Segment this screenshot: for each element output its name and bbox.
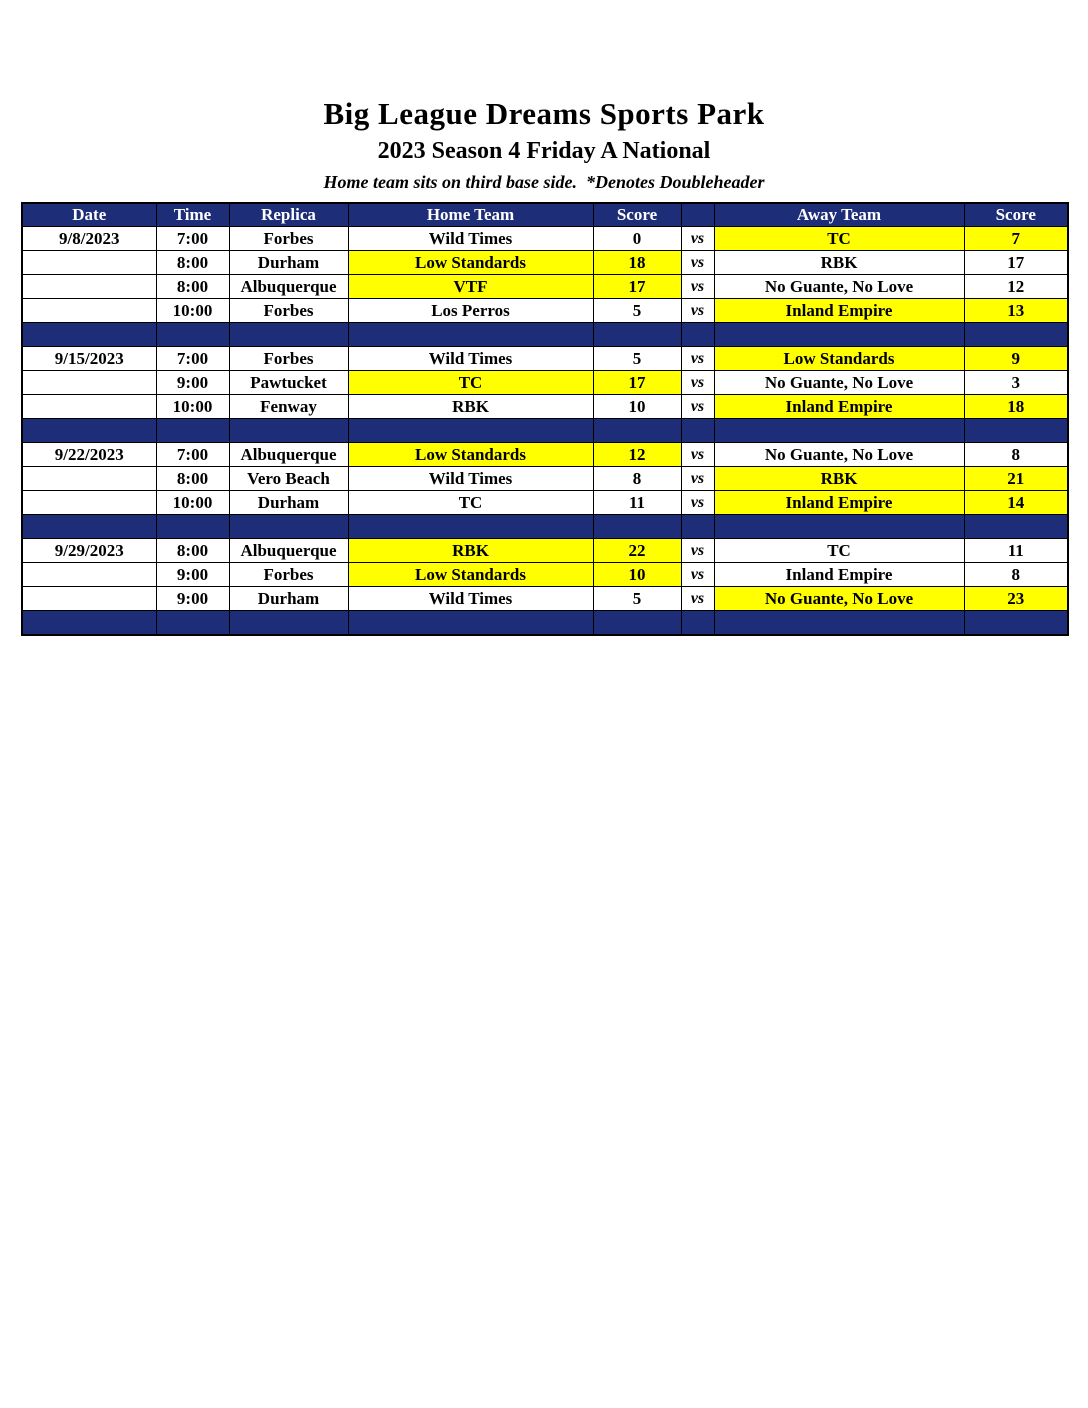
home-score-cell: 10 — [593, 563, 681, 587]
home-team-cell: Los Perros — [348, 299, 593, 323]
away-team-cell: TC — [714, 539, 964, 563]
date-cell: 9/8/2023 — [22, 227, 156, 251]
home-score-cell: 0 — [593, 227, 681, 251]
date-cell: 9/22/2023 — [22, 443, 156, 467]
separator-cell — [964, 611, 1068, 635]
vs-cell: vs — [681, 251, 714, 275]
vs-cell: vs — [681, 275, 714, 299]
time-cell: 10:00 — [156, 491, 229, 515]
home-team-cell: Low Standards — [348, 251, 593, 275]
time-cell: 10:00 — [156, 395, 229, 419]
separator-cell — [681, 323, 714, 347]
home-score-cell: 5 — [593, 587, 681, 611]
separator-cell — [964, 515, 1068, 539]
date-cell — [22, 251, 156, 275]
separator-row — [22, 515, 1068, 539]
replica-cell: Forbes — [229, 563, 348, 587]
separator-cell — [22, 611, 156, 635]
home-score-cell: 11 — [593, 491, 681, 515]
away-score-cell: 23 — [964, 587, 1068, 611]
separator-cell — [593, 419, 681, 443]
separator-cell — [22, 323, 156, 347]
separator-cell — [229, 419, 348, 443]
away-team-cell: No Guante, No Love — [714, 275, 964, 299]
header-away-team: Away Team — [714, 203, 964, 227]
date-cell: 9/29/2023 — [22, 539, 156, 563]
replica-cell: Albuquerque — [229, 539, 348, 563]
separator-cell — [229, 323, 348, 347]
separator-cell — [156, 323, 229, 347]
schedule-table — [21, 202, 1069, 636]
away-score-cell: 8 — [964, 563, 1068, 587]
replica-cell: Albuquerque — [229, 443, 348, 467]
away-score-cell: 8 — [964, 443, 1068, 467]
header-home-team: Home Team — [348, 203, 593, 227]
away-team-cell: RBK — [714, 251, 964, 275]
page-title: Big League Dreams Sports Park — [323, 96, 765, 131]
home-score-cell: 12 — [593, 443, 681, 467]
date-cell: 9/15/2023 — [22, 347, 156, 371]
date-cell — [22, 299, 156, 323]
separator-cell — [348, 515, 593, 539]
replica-cell: Forbes — [229, 227, 348, 251]
separator-row — [22, 323, 1068, 347]
date-cell — [22, 371, 156, 395]
separator-cell — [714, 323, 964, 347]
game-row — [22, 491, 1068, 515]
time-cell: 8:00 — [156, 275, 229, 299]
header-time: Time — [156, 203, 229, 227]
away-score-cell: 9 — [964, 347, 1068, 371]
home-score-cell: 17 — [593, 371, 681, 395]
home-team-cell: TC — [348, 371, 593, 395]
game-row — [22, 275, 1068, 299]
vs-cell: vs — [681, 347, 714, 371]
home-team-cell: Wild Times — [348, 347, 593, 371]
separator-cell — [22, 419, 156, 443]
away-team-cell: Inland Empire — [714, 563, 964, 587]
home-team-cell: Low Standards — [348, 563, 593, 587]
date-cell — [22, 563, 156, 587]
date-cell — [22, 467, 156, 491]
separator-cell — [681, 419, 714, 443]
separator-cell — [348, 611, 593, 635]
away-team-cell: No Guante, No Love — [714, 443, 964, 467]
time-cell: 8:00 — [156, 251, 229, 275]
separator-cell — [593, 323, 681, 347]
vs-cell: vs — [681, 395, 714, 419]
home-score-cell: 5 — [593, 347, 681, 371]
replica-cell: Forbes — [229, 347, 348, 371]
away-score-cell: 13 — [964, 299, 1068, 323]
separator-cell — [681, 611, 714, 635]
vs-cell: vs — [681, 467, 714, 491]
home-team-cell: Wild Times — [348, 467, 593, 491]
separator-cell — [593, 611, 681, 635]
page-subtitle: 2023 Season 4 Friday A National — [377, 137, 711, 164]
time-cell: 7:00 — [156, 227, 229, 251]
game-row — [22, 371, 1068, 395]
away-score-cell: 12 — [964, 275, 1068, 299]
replica-cell: Forbes — [229, 299, 348, 323]
game-row — [22, 395, 1068, 419]
vs-cell: vs — [681, 443, 714, 467]
separator-cell — [714, 419, 964, 443]
time-cell: 9:00 — [156, 587, 229, 611]
vs-cell: vs — [681, 299, 714, 323]
away-score-cell: 11 — [964, 539, 1068, 563]
separator-cell — [714, 515, 964, 539]
separator-cell — [229, 611, 348, 635]
away-team-cell: Inland Empire — [714, 491, 964, 515]
replica-cell: Pawtucket — [229, 371, 348, 395]
separator-cell — [156, 515, 229, 539]
home-score-cell: 22 — [593, 539, 681, 563]
replica-cell: Albuquerque — [229, 275, 348, 299]
vs-cell: vs — [681, 227, 714, 251]
replica-cell: Durham — [229, 587, 348, 611]
separator-cell — [156, 419, 229, 443]
away-score-cell: 17 — [964, 251, 1068, 275]
separator-cell — [229, 515, 348, 539]
home-team-cell: Low Standards — [348, 443, 593, 467]
away-team-cell: No Guante, No Love — [714, 587, 964, 611]
time-cell: 8:00 — [156, 539, 229, 563]
header-home-score: Score — [593, 203, 681, 227]
separator-cell — [593, 515, 681, 539]
home-team-cell: VTF — [348, 275, 593, 299]
replica-cell: Durham — [229, 491, 348, 515]
away-score-cell: 18 — [964, 395, 1068, 419]
game-row — [22, 587, 1068, 611]
vs-cell: vs — [681, 371, 714, 395]
home-score-cell: 8 — [593, 467, 681, 491]
home-team-cell: RBK — [348, 539, 593, 563]
separator-cell — [681, 515, 714, 539]
separator-cell — [714, 611, 964, 635]
time-cell: 8:00 — [156, 467, 229, 491]
game-row — [22, 467, 1068, 491]
vs-cell: vs — [681, 563, 714, 587]
away-team-cell: TC — [714, 227, 964, 251]
time-cell: 9:00 — [156, 371, 229, 395]
time-cell: 9:00 — [156, 563, 229, 587]
game-row — [22, 563, 1068, 587]
game-row — [22, 251, 1068, 275]
header-vs-spacer — [681, 203, 714, 227]
game-row — [22, 227, 1068, 251]
separator-row — [22, 419, 1068, 443]
game-row — [22, 347, 1068, 371]
home-score-cell: 18 — [593, 251, 681, 275]
schedule-table-body — [22, 227, 1068, 635]
home-score-cell: 17 — [593, 275, 681, 299]
separator-cell — [348, 419, 593, 443]
time-cell: 7:00 — [156, 443, 229, 467]
time-cell: 10:00 — [156, 299, 229, 323]
away-team-cell: No Guante, No Love — [714, 371, 964, 395]
header-away-score: Score — [964, 203, 1068, 227]
vs-cell: vs — [681, 491, 714, 515]
away-team-cell: RBK — [714, 467, 964, 491]
separator-row — [22, 611, 1068, 635]
separator-cell — [22, 515, 156, 539]
time-cell: 7:00 — [156, 347, 229, 371]
vs-cell: vs — [681, 587, 714, 611]
header-replica: Replica — [229, 203, 348, 227]
date-cell — [22, 491, 156, 515]
date-cell — [22, 587, 156, 611]
home-score-cell: 10 — [593, 395, 681, 419]
date-cell — [22, 395, 156, 419]
away-score-cell: 3 — [964, 371, 1068, 395]
replica-cell: Durham — [229, 251, 348, 275]
home-team-cell: Wild Times — [348, 227, 593, 251]
schedule-page — [0, 0, 1088, 636]
home-team-cell: Wild Times — [348, 587, 593, 611]
separator-cell — [964, 419, 1068, 443]
replica-cell: Fenway — [229, 395, 348, 419]
separator-cell — [156, 611, 229, 635]
away-score-cell: 21 — [964, 467, 1068, 491]
away-score-cell: 14 — [964, 491, 1068, 515]
table-header-row — [22, 203, 1068, 227]
vs-cell: vs — [681, 539, 714, 563]
header-date: Date — [22, 203, 156, 227]
away-team-cell: Inland Empire — [714, 299, 964, 323]
game-row — [22, 299, 1068, 323]
schedule-note: Home team sits on third base side. *Denotes Doubleheader — [323, 171, 765, 192]
separator-cell — [964, 323, 1068, 347]
game-row — [22, 539, 1068, 563]
date-cell — [22, 275, 156, 299]
away-score-cell: 7 — [964, 227, 1068, 251]
home-score-cell: 5 — [593, 299, 681, 323]
game-row — [22, 443, 1068, 467]
replica-cell: Vero Beach — [229, 467, 348, 491]
separator-cell — [348, 323, 593, 347]
away-team-cell: Low Standards — [714, 347, 964, 371]
away-team-cell: Inland Empire — [714, 395, 964, 419]
home-team-cell: RBK — [348, 395, 593, 419]
home-team-cell: TC — [348, 491, 593, 515]
